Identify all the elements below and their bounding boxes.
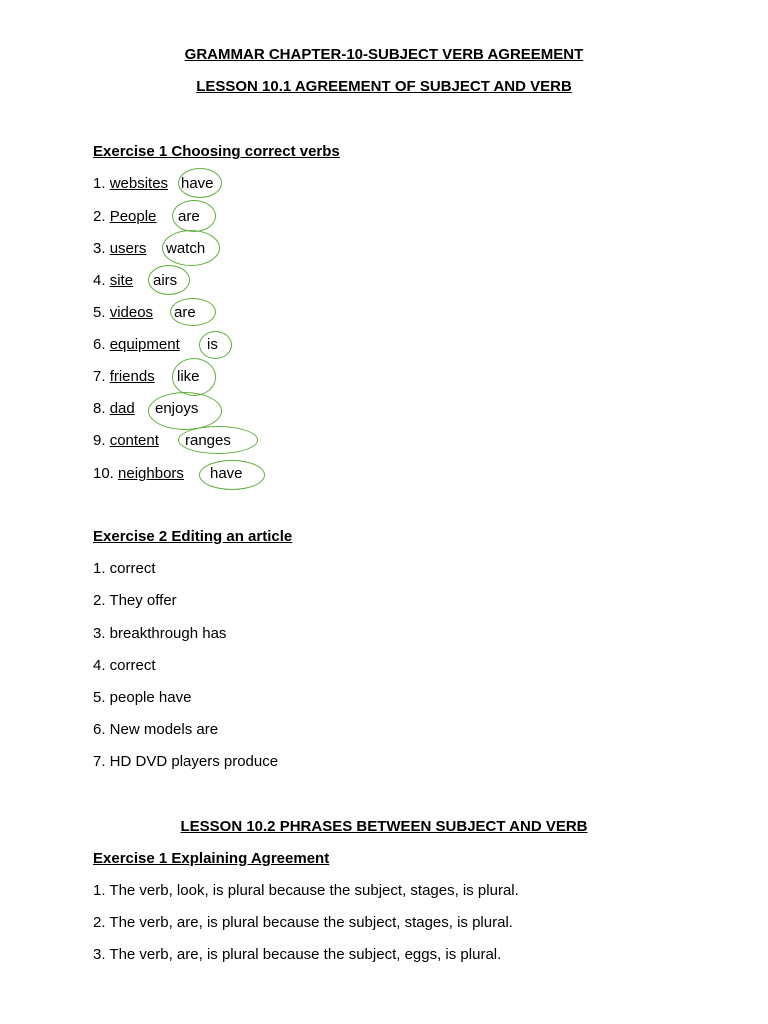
list-item: [93, 465, 184, 482]
item-verb: like: [177, 368, 200, 385]
verb-circle: [199, 331, 232, 359]
item-verb: have: [181, 175, 214, 192]
item-number: 2.: [93, 208, 106, 225]
item-number: 4.: [93, 272, 106, 289]
lesson-10-1-title: LESSON 10.1 AGREEMENT OF SUBJECT AND VERB: [196, 78, 572, 95]
item-subject: users: [109, 240, 147, 257]
list-item: [93, 272, 133, 289]
verb-circle: [178, 426, 258, 454]
list-item: [93, 175, 168, 192]
item-number: 8.: [93, 400, 106, 417]
list-item: [93, 368, 155, 385]
item-verb: watch: [166, 240, 206, 257]
list-item: 5. people have: [93, 689, 192, 706]
item-verb: ranges: [185, 432, 231, 449]
list-item: 1. correct: [93, 560, 156, 577]
list-item: 1. The verb, look, is plural because the subject, stages, is plural.: [93, 882, 519, 899]
item-subject: friends: [109, 368, 155, 385]
list-item: 4. correct: [93, 657, 156, 674]
item-number: 9.: [93, 432, 106, 449]
item-number: 3.: [93, 240, 106, 257]
verb-circle: [199, 460, 265, 490]
list-item: [93, 304, 153, 321]
item-number: 5.: [93, 304, 106, 321]
list-item: 3. breakthrough has: [93, 625, 227, 642]
item-subject: websites: [109, 175, 169, 192]
item-number: 7.: [93, 368, 106, 385]
item-verb: have: [210, 465, 243, 482]
item-number: 6.: [93, 336, 106, 353]
item-verb: are: [174, 304, 196, 321]
list-item: 2. They offer: [93, 592, 177, 609]
verb-circle: [178, 168, 222, 198]
verb-circle: [162, 230, 220, 266]
exercise-2-title: Exercise 2 Editing an article: [93, 528, 293, 545]
item-verb: enjoys: [155, 400, 199, 417]
list-item: 7. HD DVD players produce: [93, 753, 279, 770]
verb-circle: [172, 358, 216, 396]
item-subject: People: [109, 208, 157, 225]
list-item: 2. The verb, are, is plural because the subject, stages, is plural.: [93, 914, 513, 931]
item-number: 10.: [93, 465, 114, 482]
lesson-10-2-exercise-1-title: Exercise 1 Explaining Agreement: [93, 850, 330, 867]
item-subject: content: [109, 432, 159, 449]
document-title: GRAMMAR CHAPTER-10-SUBJECT VERB AGREEMENT: [184, 46, 584, 63]
list-item: 6. New models are: [93, 721, 219, 738]
item-subject: neighbors: [118, 465, 184, 482]
list-item: [93, 240, 146, 257]
item-subject: dad: [109, 400, 135, 417]
verb-circle: [148, 265, 190, 295]
item-verb: are: [178, 208, 200, 225]
list-item: [93, 400, 135, 417]
verb-circle: [148, 392, 222, 430]
list-item: 3. The verb, are, is plural because the subject, eggs, is plural.: [93, 946, 502, 963]
verb-circle: [172, 200, 216, 232]
item-verb: airs: [153, 272, 178, 289]
exercise-1-title: Exercise 1 Choosing correct verbs: [93, 143, 340, 160]
item-subject: site: [109, 272, 134, 289]
item-number: 1.: [93, 175, 106, 192]
verb-circle: [170, 298, 216, 326]
list-item: [93, 208, 156, 225]
item-subject: equipment: [109, 336, 180, 353]
lesson-10-2-title: LESSON 10.2 PHRASES BETWEEN SUBJECT AND VERB: [180, 818, 588, 835]
item-verb: is: [207, 336, 218, 353]
item-subject: videos: [109, 304, 154, 321]
list-item: [93, 432, 159, 449]
list-item: [93, 336, 180, 353]
